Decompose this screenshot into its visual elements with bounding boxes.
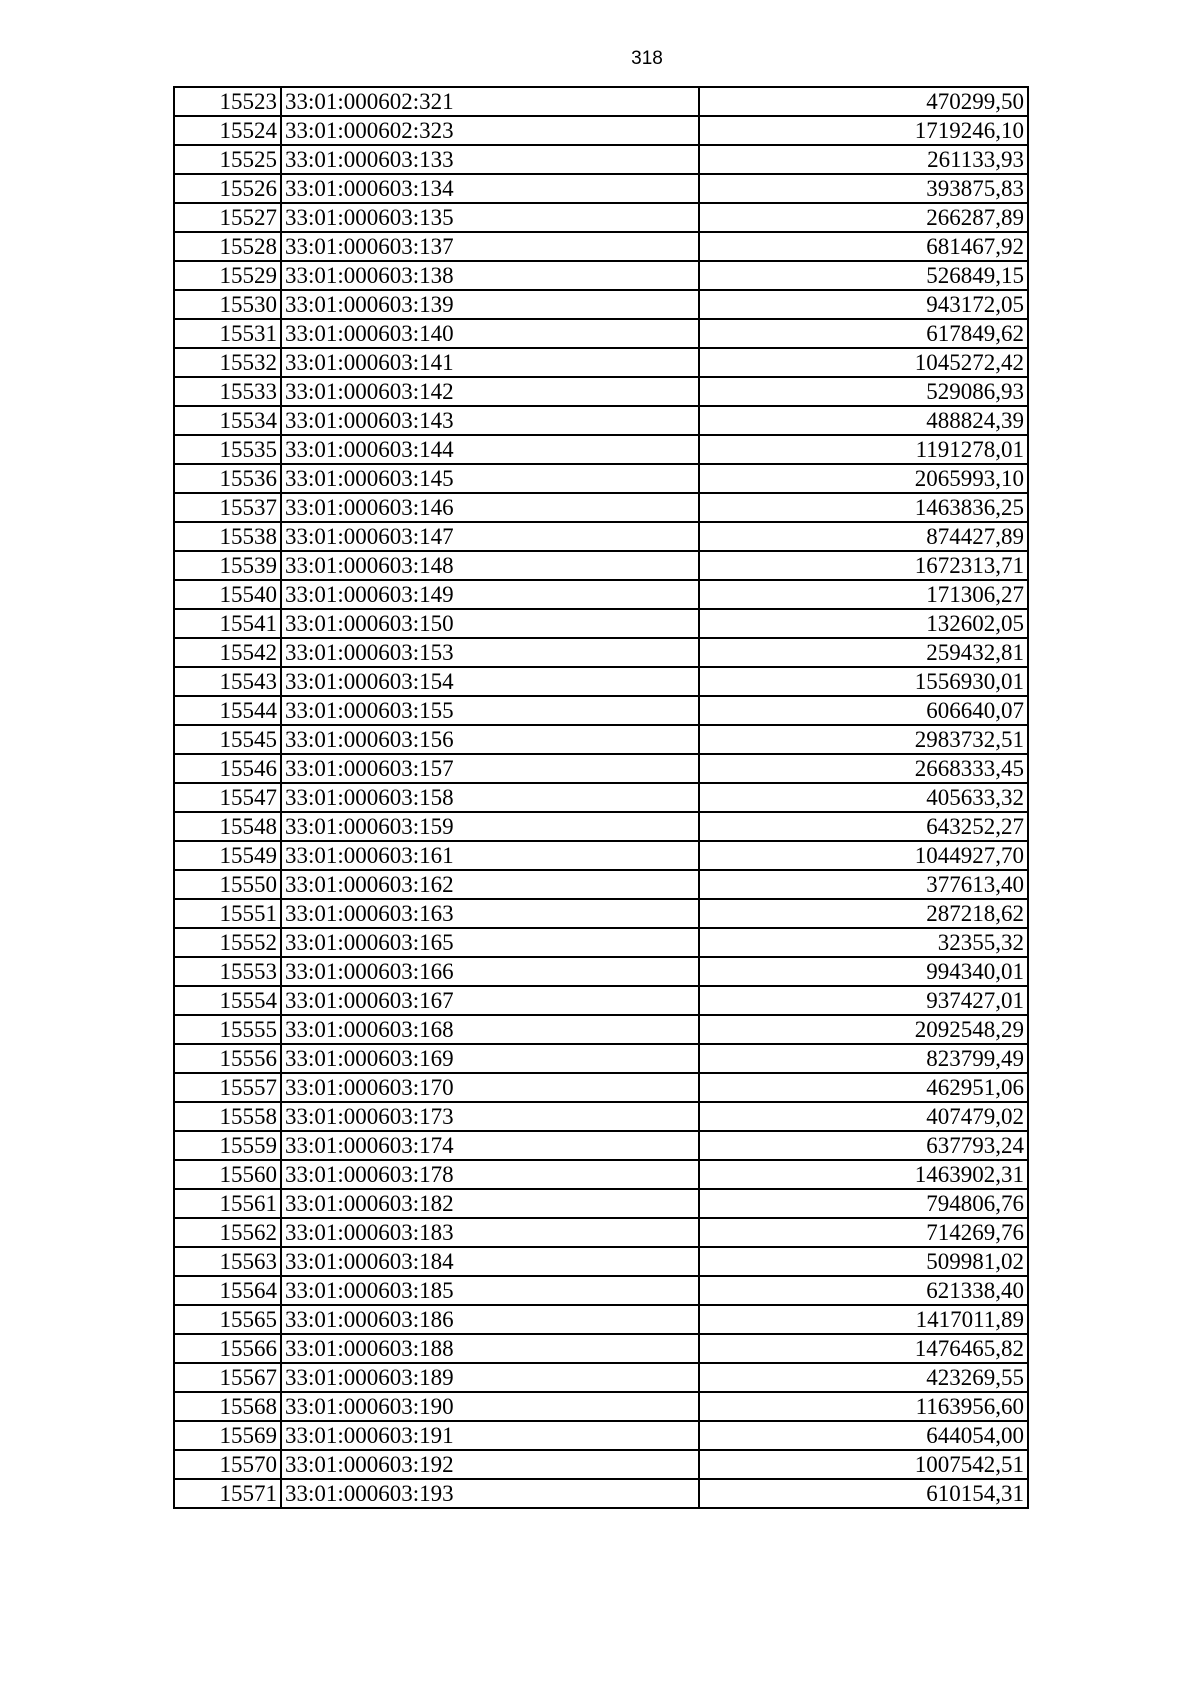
cadastral-number-cell: 33:01:000603:149 (281, 580, 699, 609)
row-number-cell: 15571 (174, 1479, 281, 1508)
value-cell: 377613,40 (699, 870, 1028, 899)
table-row (174, 1479, 1028, 1508)
row-number-cell: 15546 (174, 754, 281, 783)
cadastral-number-cell: 33:01:000603:157 (281, 754, 699, 783)
cadastral-number-cell: 33:01:000603:139 (281, 290, 699, 319)
row-number-cell: 15554 (174, 986, 281, 1015)
table-row (174, 1044, 1028, 1073)
value-cell: 994340,01 (699, 957, 1028, 986)
table-row (174, 928, 1028, 957)
value-cell: 1417011,89 (699, 1305, 1028, 1334)
table-row (174, 1218, 1028, 1247)
cadastral-number-cell: 33:01:000603:169 (281, 1044, 699, 1073)
value-cell: 171306,27 (699, 580, 1028, 609)
value-cell: 937427,01 (699, 986, 1028, 1015)
row-number-cell: 15559 (174, 1131, 281, 1160)
value-cell: 1045272,42 (699, 348, 1028, 377)
cadastral-number-cell: 33:01:000603:150 (281, 609, 699, 638)
table-row (174, 1276, 1028, 1305)
table-row (174, 1450, 1028, 1479)
table-row (174, 580, 1028, 609)
table-row (174, 725, 1028, 754)
row-number-cell: 15540 (174, 580, 281, 609)
table-row (174, 696, 1028, 725)
table-row (174, 87, 1028, 116)
cadastral-number-cell: 33:01:000603:142 (281, 377, 699, 406)
value-cell: 823799,49 (699, 1044, 1028, 1073)
row-number-cell: 15524 (174, 116, 281, 145)
row-number-cell: 15565 (174, 1305, 281, 1334)
row-number-cell: 15568 (174, 1392, 281, 1421)
row-number-cell: 15527 (174, 203, 281, 232)
cadastral-number-cell: 33:01:000603:156 (281, 725, 699, 754)
value-cell: 643252,27 (699, 812, 1028, 841)
row-number-cell: 15538 (174, 522, 281, 551)
cadastral-number-cell: 33:01:000603:183 (281, 1218, 699, 1247)
value-cell: 943172,05 (699, 290, 1028, 319)
value-cell: 2983732,51 (699, 725, 1028, 754)
value-cell: 259432,81 (699, 638, 1028, 667)
value-cell: 470299,50 (699, 87, 1028, 116)
cadastral-number-cell: 33:01:000603:159 (281, 812, 699, 841)
value-cell: 644054,00 (699, 1421, 1028, 1450)
cadastral-number-cell: 33:01:000603:173 (281, 1102, 699, 1131)
cadastral-number-cell: 33:01:000603:168 (281, 1015, 699, 1044)
table-row (174, 232, 1028, 261)
cadastral-number-cell: 33:01:000603:155 (281, 696, 699, 725)
row-number-cell: 15553 (174, 957, 281, 986)
value-cell: 407479,02 (699, 1102, 1028, 1131)
row-number-cell: 15547 (174, 783, 281, 812)
value-cell: 637793,24 (699, 1131, 1028, 1160)
value-cell: 610154,31 (699, 1479, 1028, 1508)
cadastral-number-cell: 33:01:000603:153 (281, 638, 699, 667)
value-cell: 462951,06 (699, 1073, 1028, 1102)
table-row (174, 1247, 1028, 1276)
cadastral-number-cell: 33:01:000603:137 (281, 232, 699, 261)
value-cell: 529086,93 (699, 377, 1028, 406)
row-number-cell: 15539 (174, 551, 281, 580)
cadastral-number-cell: 33:01:000602:323 (281, 116, 699, 145)
value-cell: 2065993,10 (699, 464, 1028, 493)
table-row (174, 1073, 1028, 1102)
table-row (174, 609, 1028, 638)
table-row (174, 841, 1028, 870)
value-cell: 1719246,10 (699, 116, 1028, 145)
value-cell: 1463836,25 (699, 493, 1028, 522)
row-number-cell: 15534 (174, 406, 281, 435)
table-row (174, 667, 1028, 696)
page-number: 318 (631, 48, 663, 69)
row-number-cell: 15555 (174, 1015, 281, 1044)
cadastral-number-cell: 33:01:000603:162 (281, 870, 699, 899)
row-number-cell: 15552 (174, 928, 281, 957)
row-number-cell: 15562 (174, 1218, 281, 1247)
cadastral-number-cell: 33:01:000603:178 (281, 1160, 699, 1189)
row-number-cell: 15560 (174, 1160, 281, 1189)
table-row (174, 522, 1028, 551)
row-number-cell: 15569 (174, 1421, 281, 1450)
table-row (174, 986, 1028, 1015)
cadastral-number-cell: 33:01:000603:191 (281, 1421, 699, 1450)
value-cell: 509981,02 (699, 1247, 1028, 1276)
table-row (174, 493, 1028, 522)
row-number-cell: 15532 (174, 348, 281, 377)
table-row (174, 406, 1028, 435)
value-cell: 132602,05 (699, 609, 1028, 638)
cadastral-number-cell: 33:01:000603:154 (281, 667, 699, 696)
table-row (174, 261, 1028, 290)
row-number-cell: 15551 (174, 899, 281, 928)
value-cell: 681467,92 (699, 232, 1028, 261)
value-cell: 526849,15 (699, 261, 1028, 290)
cadastral-number-cell: 33:01:000603:189 (281, 1363, 699, 1392)
table-row (174, 812, 1028, 841)
row-number-cell: 15557 (174, 1073, 281, 1102)
cadastral-number-cell: 33:01:000603:165 (281, 928, 699, 957)
value-cell: 874427,89 (699, 522, 1028, 551)
value-cell: 617849,62 (699, 319, 1028, 348)
row-number-cell: 15563 (174, 1247, 281, 1276)
value-cell: 1556930,01 (699, 667, 1028, 696)
value-cell: 1672313,71 (699, 551, 1028, 580)
table-row (174, 754, 1028, 783)
table-row (174, 203, 1028, 232)
row-number-cell: 15529 (174, 261, 281, 290)
table-row (174, 551, 1028, 580)
table-row (174, 899, 1028, 928)
value-cell: 287218,62 (699, 899, 1028, 928)
value-cell: 1191278,01 (699, 435, 1028, 464)
value-cell: 1476465,82 (699, 1334, 1028, 1363)
table-row (174, 290, 1028, 319)
cadastral-number-cell: 33:01:000603:133 (281, 145, 699, 174)
row-number-cell: 15548 (174, 812, 281, 841)
value-cell: 405633,32 (699, 783, 1028, 812)
row-number-cell: 15567 (174, 1363, 281, 1392)
row-number-cell: 15533 (174, 377, 281, 406)
row-number-cell: 15561 (174, 1189, 281, 1218)
row-number-cell: 15556 (174, 1044, 281, 1073)
table-row (174, 348, 1028, 377)
cadastral-number-cell: 33:01:000603:138 (281, 261, 699, 290)
cadastral-number-cell: 33:01:000603:188 (281, 1334, 699, 1363)
row-number-cell: 15564 (174, 1276, 281, 1305)
table-row (174, 464, 1028, 493)
value-cell: 606640,07 (699, 696, 1028, 725)
value-cell: 794806,76 (699, 1189, 1028, 1218)
row-number-cell: 15545 (174, 725, 281, 754)
row-number-cell: 15541 (174, 609, 281, 638)
table-row (174, 1160, 1028, 1189)
cadastral-number-cell: 33:01:000603:145 (281, 464, 699, 493)
table-row (174, 1363, 1028, 1392)
table-row (174, 319, 1028, 348)
cadastral-number-cell: 33:01:000603:141 (281, 348, 699, 377)
value-cell: 32355,32 (699, 928, 1028, 957)
cadastral-number-cell: 33:01:000603:143 (281, 406, 699, 435)
table-row (174, 1189, 1028, 1218)
value-cell: 488824,39 (699, 406, 1028, 435)
cadastral-number-cell: 33:01:000603:185 (281, 1276, 699, 1305)
row-number-cell: 15523 (174, 87, 281, 116)
value-cell: 1163956,60 (699, 1392, 1028, 1421)
cadastral-number-cell: 33:01:000603:135 (281, 203, 699, 232)
table-row (174, 1131, 1028, 1160)
cadastral-number-cell: 33:01:000603:186 (281, 1305, 699, 1334)
table-row (174, 435, 1028, 464)
table-row (174, 116, 1028, 145)
value-cell: 423269,55 (699, 1363, 1028, 1392)
cadastral-number-cell: 33:01:000603:190 (281, 1392, 699, 1421)
table-row (174, 638, 1028, 667)
table-row (174, 1102, 1028, 1131)
table-row (174, 1421, 1028, 1450)
value-cell: 1463902,31 (699, 1160, 1028, 1189)
cadastral-number-cell: 33:01:000602:321 (281, 87, 699, 116)
cadastral-number-cell: 33:01:000603:184 (281, 1247, 699, 1276)
value-cell: 266287,89 (699, 203, 1028, 232)
cadastral-number-cell: 33:01:000603:158 (281, 783, 699, 812)
row-number-cell: 15566 (174, 1334, 281, 1363)
value-cell: 1007542,51 (699, 1450, 1028, 1479)
row-number-cell: 15530 (174, 290, 281, 319)
table-row (174, 1334, 1028, 1363)
row-number-cell: 15535 (174, 435, 281, 464)
table-row (174, 1305, 1028, 1334)
cadastral-number-cell: 33:01:000603:140 (281, 319, 699, 348)
value-cell: 393875,83 (699, 174, 1028, 203)
row-number-cell: 15549 (174, 841, 281, 870)
data-table (173, 86, 1029, 1509)
cadastral-number-cell: 33:01:000603:161 (281, 841, 699, 870)
cadastral-number-cell: 33:01:000603:166 (281, 957, 699, 986)
value-cell: 2092548,29 (699, 1015, 1028, 1044)
cadastral-number-cell: 33:01:000603:163 (281, 899, 699, 928)
cadastral-number-cell: 33:01:000603:192 (281, 1450, 699, 1479)
row-number-cell: 15542 (174, 638, 281, 667)
value-cell: 714269,76 (699, 1218, 1028, 1247)
row-number-cell: 15526 (174, 174, 281, 203)
value-cell: 261133,93 (699, 145, 1028, 174)
row-number-cell: 15550 (174, 870, 281, 899)
cadastral-number-cell: 33:01:000603:174 (281, 1131, 699, 1160)
table-row (174, 174, 1028, 203)
cadastral-number-cell: 33:01:000603:146 (281, 493, 699, 522)
row-number-cell: 15558 (174, 1102, 281, 1131)
row-number-cell: 15531 (174, 319, 281, 348)
row-number-cell: 15528 (174, 232, 281, 261)
table-row (174, 1015, 1028, 1044)
table-row (174, 783, 1028, 812)
table-row (174, 145, 1028, 174)
row-number-cell: 15525 (174, 145, 281, 174)
value-cell: 1044927,70 (699, 841, 1028, 870)
cadastral-number-cell: 33:01:000603:193 (281, 1479, 699, 1508)
table-row (174, 870, 1028, 899)
table-row (174, 957, 1028, 986)
table-body (174, 87, 1028, 1508)
cadastral-number-cell: 33:01:000603:144 (281, 435, 699, 464)
cadastral-number-cell: 33:01:000603:134 (281, 174, 699, 203)
table-row (174, 377, 1028, 406)
row-number-cell: 15537 (174, 493, 281, 522)
cadastral-number-cell: 33:01:000603:170 (281, 1073, 699, 1102)
row-number-cell: 15544 (174, 696, 281, 725)
cadastral-number-cell: 33:01:000603:147 (281, 522, 699, 551)
table-row (174, 1392, 1028, 1421)
value-cell: 621338,40 (699, 1276, 1028, 1305)
row-number-cell: 15543 (174, 667, 281, 696)
cadastral-number-cell: 33:01:000603:182 (281, 1189, 699, 1218)
row-number-cell: 15536 (174, 464, 281, 493)
cadastral-number-cell: 33:01:000603:148 (281, 551, 699, 580)
cadastral-number-cell: 33:01:000603:167 (281, 986, 699, 1015)
row-number-cell: 15570 (174, 1450, 281, 1479)
value-cell: 2668333,45 (699, 754, 1028, 783)
